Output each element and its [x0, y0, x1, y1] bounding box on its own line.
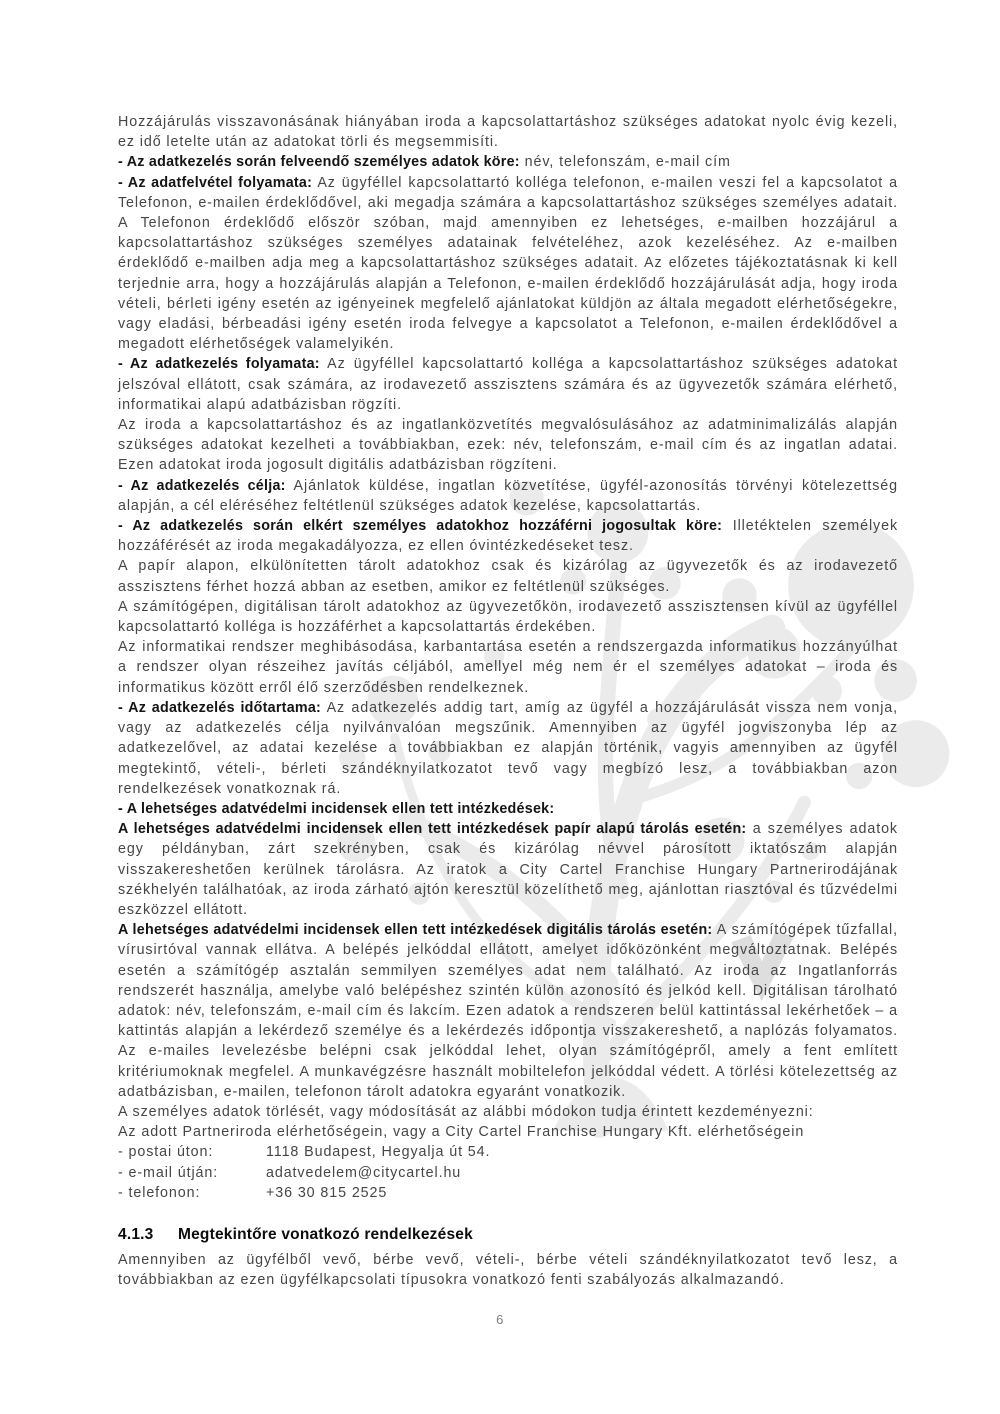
contact-label: - e-mail útján:	[118, 1164, 219, 1181]
section-heading	[118, 1225, 898, 1245]
paragraph-lead: - Az adatkezelés során felveendő személyes adatok köre:	[118, 154, 520, 171]
paragraph	[118, 516, 898, 556]
paragraph	[118, 637, 898, 698]
section-title: Megtekintőre vonatkozó rendelkezések	[178, 1225, 473, 1243]
paragraph-text: Az adott Partneriroda elérhetőségein, vagy a City Cartel Franchise Hungary Kft. elérhetőségein	[118, 1124, 805, 1141]
contact-row	[118, 1142, 898, 1162]
contact-postal-address: 1118 Budapest, Hegyalja út 54.	[266, 1144, 491, 1161]
paragraph-text: A számítógépen, digitálisan tárolt adatokhoz az ügyvezetőkön, irodavezető asszisztensen kívül az ügyféllel kapcsolattartó kolléga is hozzáférhet a kapcsolattartás érdekében.	[118, 598, 898, 636]
paragraph-text: A papír alapon, elkülönítetten tárolt adatokhoz csak és kizárólag az ügyvezetők és az irodavezető asszisztens férhet hozzá abban az esetben, amikor ez feltétlenül szükséges.	[118, 558, 898, 595]
paragraph	[118, 354, 898, 415]
paragraph	[118, 799, 898, 819]
paragraph	[118, 1122, 898, 1142]
paragraph-text: Az iroda a kapcsolattartáshoz és az ingatlanközvetítés megvalósulásához az adatminimalizálás alapján szükséges adatokat kezelheti a továbbiakban, ezek: név, telefonszám, e-mail cím és az ingatlan adatai. Ezen adatokat iroda jogosult digitális adatbázisban rögzíteni.	[118, 417, 898, 474]
paragraph	[118, 1102, 898, 1122]
contact-phone-number: +36 30 815 2525	[266, 1184, 388, 1201]
paragraph-lead: - Az adatkezelés során elkért személyes adatokhoz hozzáférni jogosultak köre:	[118, 518, 723, 535]
paragraph	[118, 597, 898, 637]
paragraph-text: Az adatkezelés addig tart, amíg az ügyfél a hozzájárulását vissza nem vonja, vagy az adatkezelés célja nyilvánvalóan megszűnik. Amennyiben az ügyfél jogviszonyba lép az adatkezelővel, az adatai kezelése a továbbiakban ez alapján történik, vagyis amennyiben az ügyfél megtekintő, vételi-, bérleti szándéknyilatkozatot tevő vagy megbízó lesz, a továbbiakban azon rendelkezések vonatkoznak rá.	[118, 699, 898, 797]
contact-row	[118, 1183, 898, 1203]
paragraph-text: Ajánlatok küldése, ingatlan közvetítése, ügyfél-azonosítás törvényi kötelezettség alapján, a cél eléréséhez feltétlenül szükséges adatok kezelése, kapcsolattartás.	[118, 477, 898, 514]
section-number: 4.1.3	[118, 1225, 154, 1243]
paragraph-text: név, telefonszám, e-mail cím	[519, 154, 731, 171]
paragraph-lead: A lehetséges adatvédelmi incidensek ellen tett intézkedések digitális tárolás esetén:	[118, 922, 713, 939]
paragraph-text: Hozzájárulás visszavonásának hiányában iroda a kapcsolattartáshoz szükséges adatokat nyolc évig kezeli, ez idő letelte után az adatokat törli és megsemmisíti.	[118, 114, 898, 151]
paragraph	[118, 112, 898, 152]
contact-email-address: adatvedelem@citycartel.hu	[266, 1164, 462, 1181]
document-content	[118, 112, 898, 1291]
paragraph-text: Az ügyféllel kapcsolattartó kolléga a kapcsolattartáshoz szükséges adatokat jelszóval ellátott, csak számára, az irodavezető asszisztens számára és az ügyvezetők számára elérhető, informatikai alapú adatbázisban rögzíti.	[118, 356, 898, 413]
paragraph-text: Amennyiben az ügyfélből vevő, bérbe vevő, vételi-, bérbe vételi szándéknyilatkozatot tevő lesz, a továbbiakban az ezen ügyfélkapcsolati típusokra vonatkozó fenti szabályozás alkalmazandó.	[118, 1252, 898, 1289]
paragraph-text: Az ügyféllel kapcsolattartó kolléga telefonon, e-mailen veszi fel a kapcsolatot a Telefonon, e-mailen érdeklődővel, aki megadja számára a kapcsolattartáshoz szükséges személyes adatait. A Telefonon érdeklődő először szóban, majd amennyiben ez lehetséges, e-mailben hozzájárul a kapcsolattartáshoz szükséges személyes adatainak felvételéhez, azok kezeléséhez. Az e-mailben érdeklődő e-mailben adja meg a kapcsolattartáshoz szükséges adatait. Az előzetes tájékoztatásnak ki kell terjednie arra, hogy a hozzájárulás alapján a Telefonon, e-mailen érdeklődő hozzájárulását adja, hogy iroda vételi, bérleti igény esetén az igényeinek megfelelő ajánlatokat küldjön az általa megadott elérhetőségekre, vagy eladási, bérbeadási igény esetén iroda felvegye a kapcsolatot a Telefonon, e-mailen érdeklődővel a megadott elérhetőségek valamelyikén.	[118, 174, 898, 353]
paragraph	[118, 819, 898, 920]
paragraph-lead: - Az adatkezelés célja:	[118, 477, 286, 494]
contact-label: - telefonon:	[118, 1184, 201, 1201]
page-number: 6	[496, 1312, 504, 1327]
paragraph-text: a személyes adatok egy példányban, zárt szekrényben, csak és kizárólag névvel párosított iktatószám alapján visszakereshetően kerülnek tárolásra. Az iratok a City Cartel Franchise Hungary Partnerirodájának székhelyén találhatóak, az iroda zárható ajtón keresztül közelíthető meg, ajánlottan riasztóval és tűzvédelmi eszközzel ellátott.	[118, 821, 898, 918]
paragraph-text: A személyes adatok törlését, vagy módosítását az alábbi módokon tudja érintett kezdeményezni:	[118, 1103, 814, 1120]
paragraph	[118, 415, 898, 476]
paragraph-lead: A lehetséges adatvédelmi incidensek ellen tett intézkedések papír alapú tárolás esetén:	[118, 821, 747, 838]
paragraph	[118, 173, 898, 355]
paragraph	[118, 698, 898, 799]
paragraph	[118, 920, 898, 1102]
paragraph-text: A számítógépek tűzfallal, vírusirtóval vannak ellátva. A belépés jelkóddal ellátott, amelyet időközönként megváltoztatnak. Belépés esetén a számítógép asztalán semmilyen személyes adat nem található. Az iroda az Ingatlanforrás rendszerét használja, amelybe való belépéshez szintén külön azonosító és jelkód kell. Digitálisan tárolható adatok: név, telefonszám, e-mail cím és lakcím. Ezen adatok a rendszeren belül kattintással lekérhetőek – a kattintás alapján a lekérdező személye és a lekérdezés időpontja visszakereshető, a naplózás folyamatos. Az e-mailes levelezésbe belépni csak jelkóddal lehet, olyan számítógépről, amely a fent említett kritériumoknak megfelel. A munkavégzésre használt mobiltelefon jelkóddal védett. A törlési kötelezettség az adatbázisban, e-mailen, telefonon tárolt adatokra egyaránt vonatkozik.	[118, 922, 898, 1100]
paragraph-lead: - Az adatkezelés folyamata:	[118, 356, 320, 373]
contact-list	[118, 1142, 898, 1203]
paragraph-text: Az informatikai rendszer meghibásodása, karbantartása esetén a rendszergazda informatikus hozzányúlhat a rendszer olyan részeihez javítás céljából, amellyel még nem ér el személyes adatokat – iroda és informatikus között erről élő szerződésben rendelkeznek.	[118, 639, 898, 696]
paragraph	[118, 556, 898, 596]
paragraph	[118, 152, 898, 172]
paragraph-lead: - A lehetséges adatvédelmi incidensek ellen tett intézkedések:	[118, 800, 555, 817]
contact-label: - postai úton:	[118, 1144, 214, 1161]
section-body-paragraph	[118, 1250, 898, 1290]
contact-row	[118, 1163, 898, 1183]
paragraph-lead: - Az adatfelvétel folyamata:	[118, 174, 313, 191]
paragraph-lead: - Az adatkezelés időtartama:	[118, 699, 322, 716]
paragraph	[118, 476, 898, 516]
paragraph-text: Illetéktelen személyek hozzáférését az iroda megakadályozza, ez ellen óvintézkedéseket tesz.	[118, 518, 898, 555]
